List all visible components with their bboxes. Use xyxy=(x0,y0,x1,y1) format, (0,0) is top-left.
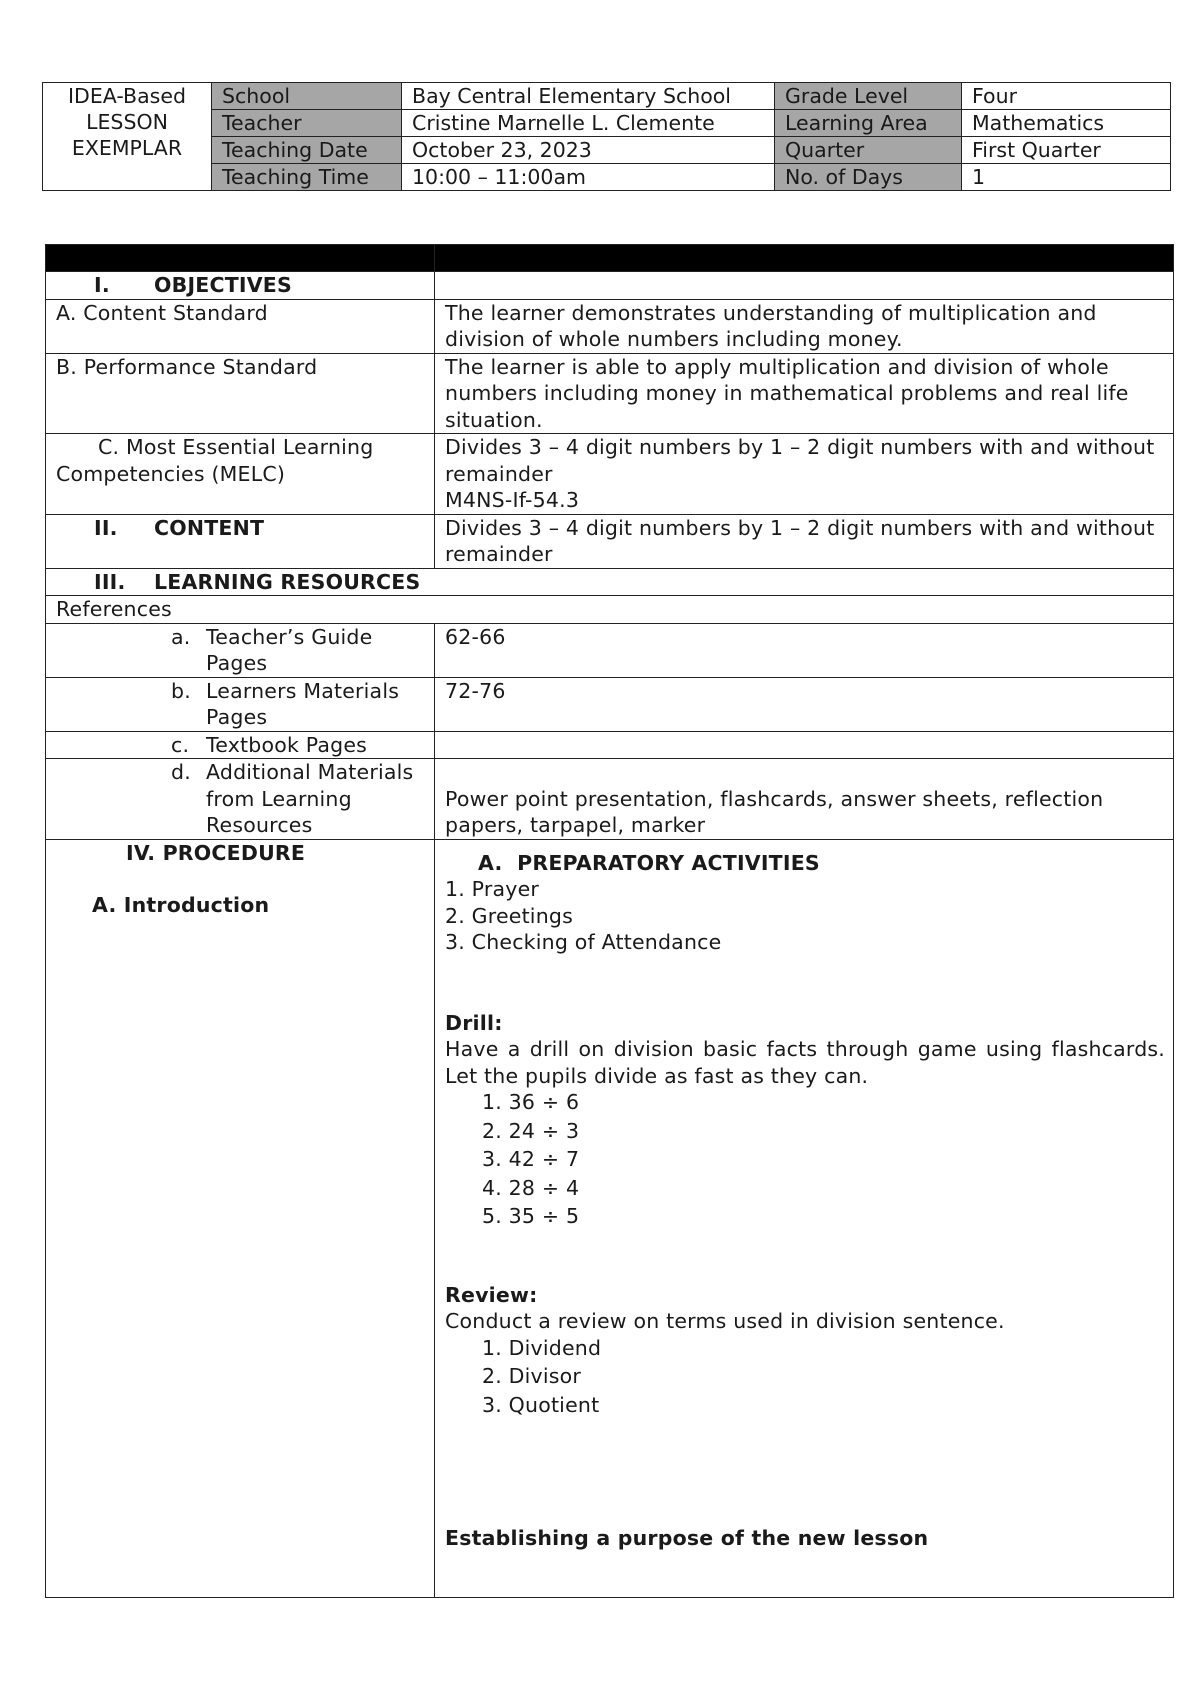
resource-item-text: Teacher’s Guide Pages xyxy=(206,624,373,675)
melc-code: M4NS-If-54.3 xyxy=(445,488,580,512)
melc-label-line: Competencies (MELC) xyxy=(56,461,286,486)
school-label: School xyxy=(212,83,402,110)
quarter-label: Quarter xyxy=(775,137,962,164)
days-value: 1 xyxy=(962,164,1171,191)
preparatory-title: PREPARATORY ACTIVITIES xyxy=(517,850,820,875)
content-text: Divides 3 – 4 digit numbers by 1 – 2 digit numbers with and without remainder xyxy=(435,514,1174,568)
prep-item: 1. Prayer xyxy=(445,877,540,901)
prep-item: 2. Greetings xyxy=(445,903,573,928)
melc-text: Divides 3 – 4 digit numbers by 1 – 2 digit numbers with and without remainder xyxy=(445,435,1155,486)
drill-list xyxy=(445,1089,1165,1232)
drill-title: Drill: xyxy=(445,1010,503,1035)
resource-item-row xyxy=(46,677,1174,731)
melc-row xyxy=(46,434,1174,515)
learning-area-value: Mathematics xyxy=(962,110,1171,137)
exemplar-title xyxy=(43,83,212,191)
review-item: 1. Dividend xyxy=(482,1335,602,1360)
drill-item: 5. 35 ÷ 5 xyxy=(482,1204,580,1228)
resource-item-label xyxy=(56,624,426,677)
grade-level-value: Four xyxy=(962,83,1171,110)
references-row xyxy=(46,596,1174,624)
melc-label xyxy=(46,434,435,515)
resource-item-row xyxy=(46,731,1174,759)
resource-item-value: Power point presentation, flashcards, answer sheets, reflection papers, tarpapel, marker xyxy=(435,759,1174,840)
teacher-value: Cristine Marnelle L. Clemente xyxy=(402,110,775,137)
procedure-right-cell xyxy=(435,839,1174,1597)
resource-item-row xyxy=(46,623,1174,677)
procedure-left-cell xyxy=(46,839,435,1597)
teaching-date-label: Teaching Date xyxy=(212,137,402,164)
procedure-title: IV. PROCEDURE xyxy=(126,840,306,865)
review-item: 2. Divisor xyxy=(482,1364,582,1388)
drill-text: Have a drill on division basic facts through game using flashcards. Let the pupils divide as fast as they can. xyxy=(445,1037,1165,1088)
resources-row xyxy=(46,568,1174,596)
performance-standard-text: The learner is able to apply multiplication and division of whole numbers including money in mathematical problems and real life situation. xyxy=(435,353,1174,434)
resource-item-label xyxy=(56,759,426,839)
drill-item: 2. 24 ÷ 3 xyxy=(482,1118,580,1143)
resource-item-label xyxy=(56,678,426,731)
quarter-value: First Quarter xyxy=(962,137,1171,164)
resource-item-text: Textbook Pages xyxy=(206,732,368,757)
exemplar-title-line: LESSON xyxy=(86,110,168,134)
resource-item-letter: d. xyxy=(171,760,191,784)
content-row xyxy=(46,514,1174,568)
preparatory-heading xyxy=(445,850,1165,877)
table-header-bar xyxy=(46,245,1174,272)
teaching-date-value: October 23, 2023 xyxy=(402,137,775,164)
teaching-time-label: Teaching Time xyxy=(212,164,402,191)
review-item: 3. Quotient xyxy=(482,1392,600,1417)
teaching-time-value: 10:00 – 11:00am xyxy=(402,164,775,191)
review-list xyxy=(445,1335,1165,1421)
preparatory-letter: A. xyxy=(478,850,503,875)
introduction-label: A. Introduction xyxy=(92,893,270,917)
procedure-row xyxy=(46,839,1174,1597)
objectives-title: OBJECTIVES xyxy=(154,273,292,297)
performance-standard-row xyxy=(46,353,1174,434)
review-title: Review: xyxy=(445,1282,538,1307)
resource-item-label xyxy=(56,732,426,759)
purpose-title: Establishing a purpose of the new lesson xyxy=(445,1526,929,1550)
review-text: Conduct a review on terms used in division sentence. xyxy=(445,1309,1005,1333)
exemplar-title-line: EXEMPLAR xyxy=(71,136,183,160)
resources-title: LEARNING RESOURCES xyxy=(154,569,421,594)
content-standard-row xyxy=(46,299,1174,353)
content-number: II. xyxy=(94,515,118,540)
resource-item-value xyxy=(435,731,1174,759)
prep-item: 3. Checking of Attendance xyxy=(445,930,722,954)
objectives-row xyxy=(46,272,1174,300)
learning-area-label: Learning Area xyxy=(775,110,962,137)
days-label: No. of Days xyxy=(775,164,962,191)
resource-item-value: 72-76 xyxy=(435,677,1174,731)
content-standard-label: A. Content Standard xyxy=(46,299,435,353)
resource-item-letter: b. xyxy=(171,678,191,703)
resource-item-letter: c. xyxy=(171,732,190,757)
school-value: Bay Central Elementary School xyxy=(402,83,775,110)
lesson-header-table xyxy=(42,82,1171,191)
exemplar-title-line: IDEA-Based xyxy=(68,84,186,108)
drill-item: 1. 36 ÷ 6 xyxy=(482,1090,580,1114)
teacher-label: Teacher xyxy=(212,110,402,137)
performance-standard-label: B. Performance Standard xyxy=(46,353,435,434)
grade-level-label: Grade Level xyxy=(775,83,962,110)
resource-item-text: Learners Materials Pages xyxy=(206,678,400,729)
drill-item: 4. 28 ÷ 4 xyxy=(482,1175,580,1200)
resource-item-value: 62-66 xyxy=(435,623,1174,677)
drill-item: 3. 42 ÷ 7 xyxy=(482,1147,580,1171)
references-label: References xyxy=(46,596,1174,624)
content-title: CONTENT xyxy=(154,515,265,540)
resource-item-letter: a. xyxy=(171,624,191,649)
content-standard-text: The learner demonstrates understanding of multiplication and division of whole numbers including money. xyxy=(435,299,1174,353)
resource-item-text: Additional Materials from Learning Resources xyxy=(206,760,414,837)
melc-label-line: C. Most Essential Learning xyxy=(98,435,374,459)
resource-item-row xyxy=(46,759,1174,840)
resources-number: III. xyxy=(94,569,126,594)
lesson-plan-table xyxy=(45,244,1174,1598)
objectives-number: I. xyxy=(94,273,110,297)
melc-text-cell xyxy=(435,434,1174,515)
